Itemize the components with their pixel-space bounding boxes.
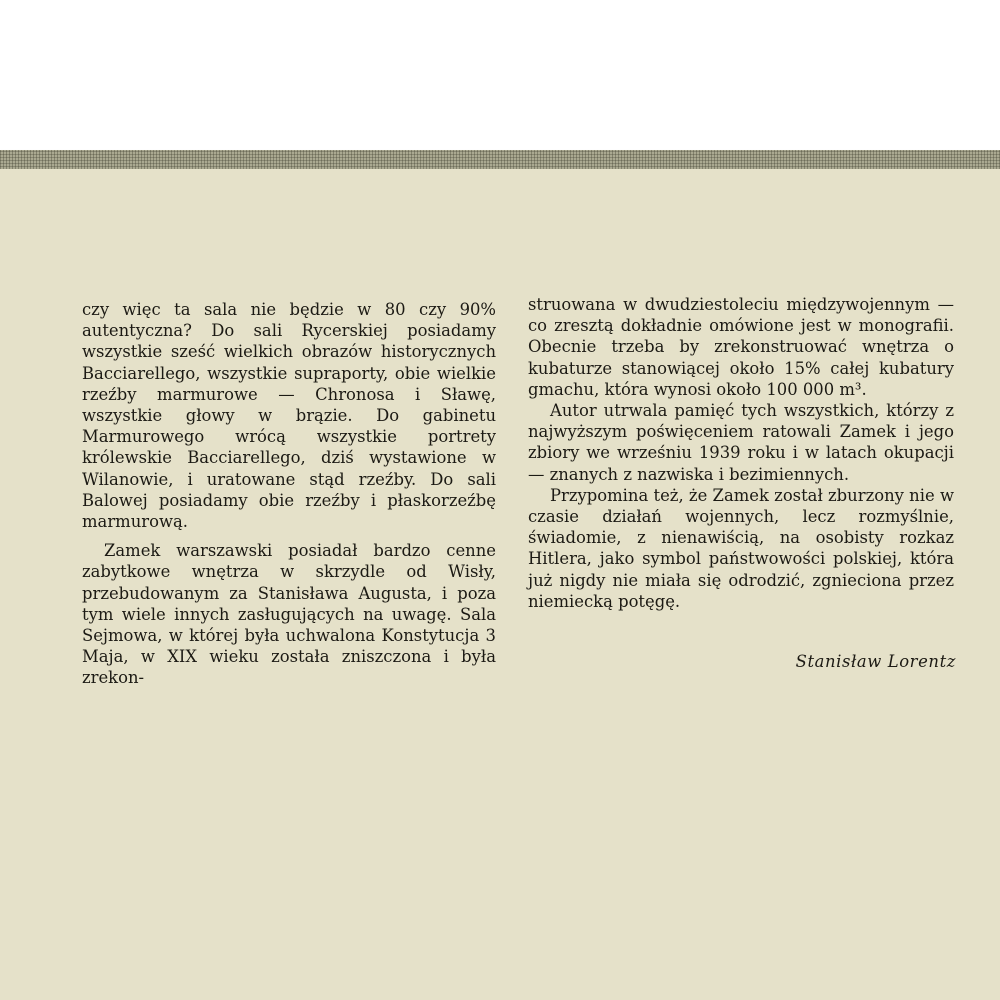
right-text-column — [528, 294, 954, 612]
right-paragraph-3: Przypomina też, że Zamek został zburzony nie w czasie działań wojennych, lecz rozmyślnie, świadomie, z nienawiścią, na osobisty rozkaz Hitlera, jako symbol państwowości polskiej, która już nigdy nie miała się odrodzić, zgnieciona przez niemiecką potęgę. — [528, 485, 954, 611]
right-paragraph-1: struowana w dwudziestoleciu międzywojennym — co zresztą dokładnie omówione jest w monografii. Obecnie trzeba by zrekonstruować wnętrza o kubaturze stanowiącej około 15% całej kubatury gmachu, która wynosi około 100 000 m³. — [528, 295, 954, 399]
left-paragraph-2: Zamek warszawski posiadał bardzo cenne zabytkowe wnętrza w skrzydle od Wisły, przebudowanym za Stanisława Augusta, i poza tym wiele innych zasługujących na uwagę. Sala Sejmowa, w której była uchwalona Konstytucja 3 Maja, w XIX wieku została zniszczona i była zrekon- — [82, 541, 496, 688]
author-signature: Stanisław Lorentz — [795, 652, 956, 671]
left-text-column — [82, 299, 496, 689]
left-paragraph-1: czy więc ta sala nie będzie w 80 czy 90% autentyczna? Do sali Rycerskiej posiadamy wszystkie sześć wielkich obrazów historycznych Bacciarellego, wszystkie supraporty, obie wielkie rzeźby marmurowe — Chronosa i Sławę, wszystkie głowy w brązie. Do gabinetu Marmurowego wrócą wszystkie portrety królewskie Bacciarellego, dziś wystawione w Wilanowie, i uratowane stąd rzeźby. Do sali Balowej posiadamy obie rzeźby i płaskorzeźbę marmurową. — [82, 300, 496, 532]
right-paragraph-2: Autor utrwala pamięć tych wszystkich, którzy z najwyższym poświęceniem ratowali Zamek i jego zbiory we wrześniu 1939 roku i w latach okupacji — znanych z nazwiska i bezimiennych. — [528, 401, 954, 484]
book-cloth-edge — [0, 150, 1000, 170]
